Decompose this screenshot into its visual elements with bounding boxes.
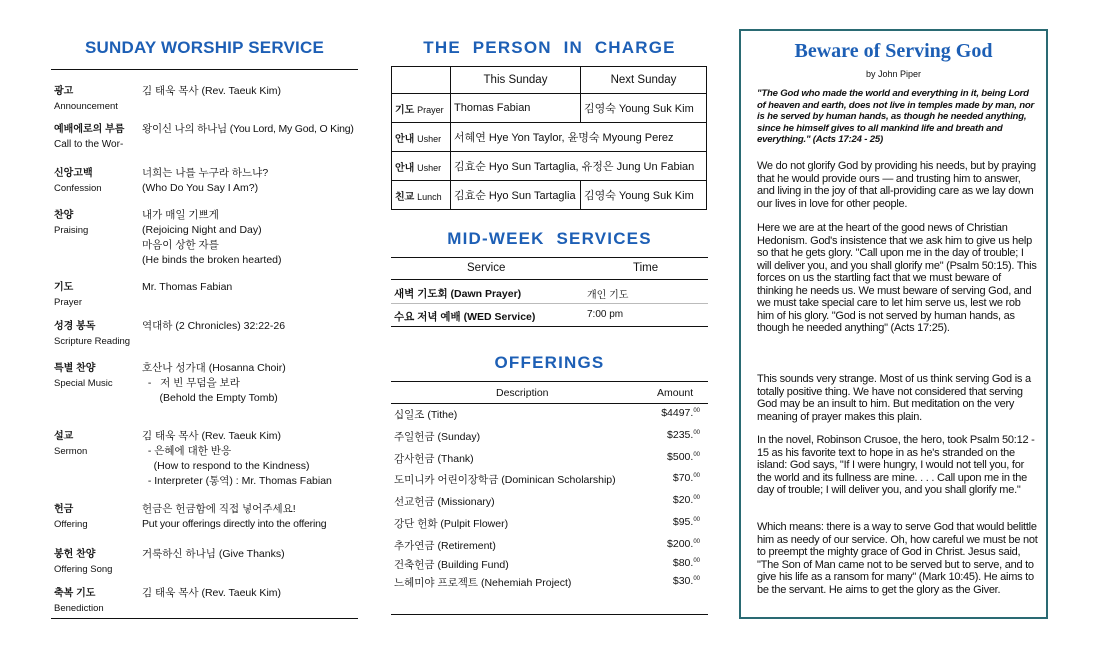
table-row [391,469,708,489]
offering-desc: 십일조 (Tithe) [394,409,458,421]
item-line: 김 태욱 목사 (Rev. Taeuk Kim) [142,430,282,442]
midweek-header [391,258,708,280]
item-line: (He binds the broken hearted) [142,254,282,266]
item-ko: 광고 [54,86,74,97]
role-cell [392,94,451,123]
worship-title: SUNDAY WORSHIP SERVICE [84,38,324,57]
item-line: 왕이신 나의 하나님 (You Lord, My God, O King) [142,123,354,135]
item-line: 거룩하신 하나님 (Give Thanks) [142,548,285,560]
offering-desc: 건축헌금 (Building Fund) [394,559,509,571]
article-quote: "The God who made the world and everything in it, being Lord of heaven and earth, does not live in temples made by man, nor is he served by human hands, as though he needed anything, since he himself gives to all mankind life and breath and everything." (Acts 17:24 - 25) [757,88,1035,145]
col-service: Service [467,262,506,274]
item-en: Offering [54,519,88,530]
role-ko: 기도 [395,104,415,116]
role-cell [392,152,451,181]
offering-amount: $235.00 [667,429,700,441]
article-paragraph: Which means: there is a way to serve God that would belittle him as needy of our service. Oh, how careful we must be not to preempt the mighty grace of God in Christ. Jesus said, "The Son of Man came not to be served but to serve, and to give his life as a ransom for many" (Mark 10:45). He aims to be the servant. He aims to get the glory as the Giver. [757,521,1038,596]
article-paragraph: This sounds very strange. Most of us think serving God is a totally positive thing. We have not considered that serving God may be an insult to him. But meditation on the very meaning of prayer makes this plain. [757,373,1031,423]
item-line: 역대하 (2 Chronicles) 32:22-26 [142,320,286,332]
next-sunday-cell: 김영숙 Young Suk Kim [581,94,707,123]
offering-amount: $70.00 [672,472,700,484]
service-name: 새벽 기도회 (Dawn Prayer) [394,288,522,300]
item-line: (Rejoicing Night and Day) [142,224,262,236]
item-en: Offering Song [54,564,113,575]
role-ko: 친교 [395,191,415,203]
col-time: Time [633,262,659,274]
divider [51,618,358,619]
item-en: Call to the Wor- [54,139,124,150]
item-ko: 예배에로의 부름 [54,124,125,135]
offering-amount: $500.00 [667,451,700,463]
article-paragraph: Here we are at the heart of the good news of Christian Hedonism. God's insistence that we ask him to give us help so that he gets glory. "Call upon me in the day of trouble; I will deliver you, and you shall glorify me" (Psalm 50:15). This forces on us the startling fact that we must beware of thinking he needs us. We must beware of serving God, and we must take special care to let him serve us, lest we rob him of his glory. "God is not served by human hands, as though he needed anything" (Acts 17:25). [757,222,1037,334]
table-row [391,554,708,574]
offering-desc: 감사헌금 (Thank) [394,453,474,465]
item-en: Sermon [54,446,88,457]
offerings-header [391,382,708,404]
table-row [391,448,708,468]
item-ko: 찬양 [54,210,74,221]
item-line: 마음이 상한 자를 [142,239,219,251]
item-line: (Behold the Empty Tomb) [142,392,278,404]
table-row [391,572,708,592]
item-line: 헌금은 헌금함에 직접 넣어주세요! [142,503,296,515]
table-corner-cell [392,67,451,94]
table-row [391,304,708,327]
table-row [391,535,708,555]
article-author: by John Piper [865,69,922,79]
offering-amount: $20.00 [672,494,700,506]
item-ko: 설교 [54,431,74,442]
item-line: 호산나 성가대 (Hosanna Choir) [142,362,286,374]
person-in-charge-title: THE PERSON IN CHARGE [423,38,676,57]
divider [51,69,358,70]
info-column [391,0,708,620]
item-line: Mr. Thomas Fabian [142,281,233,293]
offering-desc: 선교헌금 (Missionary) [394,496,495,508]
role-en: Usher [417,133,442,144]
table-row [392,181,707,210]
role-ko: 안내 [395,162,415,174]
offering-amount: $30.00 [672,575,700,587]
offering-desc: 강단 헌화 (Pulpit Flower) [394,518,509,530]
item-en: Special Music [54,378,113,389]
service-time: 7:00 pm [587,309,624,320]
service-name: 수요 저녁 예배 (WED Service) [394,311,536,323]
table-row [392,94,707,123]
role-en: Prayer [417,104,444,115]
item-ko: 축복 기도 [54,588,96,599]
item-ko: 봉헌 찬양 [54,549,96,560]
article-paragraph: In the novel, Robinson Crusoe, the hero, took Psalm 50:12 - 15 as his favorite text to hope in as he's stranded on the island: God says, "If I were hungry, I would not tell you, for the world and its fullness are mine. . . . Call upon me in the day of trouble; I will deliver you, and you shall glorify me." [757,434,1035,496]
col-amount: Amount [657,387,694,399]
item-en: Benediction [54,603,104,614]
divider [391,614,708,615]
offering-desc: 도미니카 어린이장학금 (Dominican Scholarship) [394,474,616,486]
offering-amount: $80.00 [672,557,700,569]
item-line: 김 태욱 목사 (Rev. Taeuk Kim) [142,587,282,599]
col-description: Description [496,387,549,399]
both-sundays-cell: 서혜연 Hye Yon Taylor, 윤명숙 Myoung Perez [451,123,707,152]
item-ko: 기도 [54,282,74,293]
item-ko: 신앙고백 [54,168,93,179]
offering-desc: 느헤미야 프로젝트 (Nehemiah Project) [394,577,572,589]
item-ko: 특별 찬양 [54,363,96,374]
item-line: Put your offerings directly into the offering [142,518,327,530]
item-line: 너희는 나를 누구라 하느냐? [142,167,269,179]
item-line: - 은혜에 대한 반응 [142,445,232,457]
offering-amount: $95.00 [672,516,700,528]
role-en: Usher [417,162,442,173]
service-time: 개인 기도 [587,290,629,301]
offering-desc: 추가연금 (Retirement) [394,540,496,552]
person-in-charge-table [391,66,707,210]
item-en: Praising [54,225,89,236]
role-en: Lunch [417,191,442,202]
this-sunday-cell: Thomas Fabian [451,94,581,123]
role-cell [392,181,451,210]
midweek-title: MID-WEEK SERVICES [447,229,652,248]
item-en: Scripture Reading [54,336,131,347]
offering-desc: 주일헌금 (Sunday) [394,431,481,443]
item-line: (How to respond to the Kindness) [142,460,310,472]
table-row [391,281,708,304]
table-row [392,152,707,181]
role-cell [392,123,451,152]
item-en: Announcement [54,101,118,112]
col-this-sunday: This Sunday [451,67,581,94]
table-row [391,491,708,511]
offering-amount: $4497.00 [661,407,700,419]
table-row [391,426,708,446]
item-en: Prayer [54,297,82,308]
item-ko: 성경 봉독 [54,321,96,332]
article-box [739,29,1048,619]
item-line: - 저 빈 무덤을 보라 [142,377,240,389]
worship-order-column [51,0,358,620]
item-line: - Interpreter (통역) : Mr. Thomas Fabian [142,475,332,487]
item-ko: 헌금 [54,504,74,515]
col-next-sunday: Next Sunday [581,67,707,94]
article-paragraph: We do not glorify God by providing his needs, but by praying that he would provide ours — and trusting him to answer, and living in the joy of that all-providing care as we lay down our lives in love for other people. [757,160,1036,210]
offering-amount: $200.00 [667,538,700,550]
table-row [391,513,708,533]
role-ko: 안내 [395,133,415,145]
offerings-title: OFFERINGS [494,353,605,372]
item-en: Confession [54,183,102,194]
article-title: Beware of Serving God [794,40,993,62]
item-line: 내가 매일 기쁘게 [142,209,219,221]
table-row [391,404,708,424]
item-line: (Who Do You Say I Am?) [142,182,259,194]
this-sunday-cell: 김효순 Hyo Sun Tartaglia [451,181,581,210]
both-sundays-cell: 김효순 Hyo Sun Tartaglia, 유정은 Jung Un Fabian [451,152,707,181]
next-sunday-cell: 김영숙 Young Suk Kim [581,181,707,210]
table-header-row [392,67,707,94]
item-line: 김 태욱 목사 (Rev. Taeuk Kim) [142,85,282,97]
table-row [392,123,707,152]
